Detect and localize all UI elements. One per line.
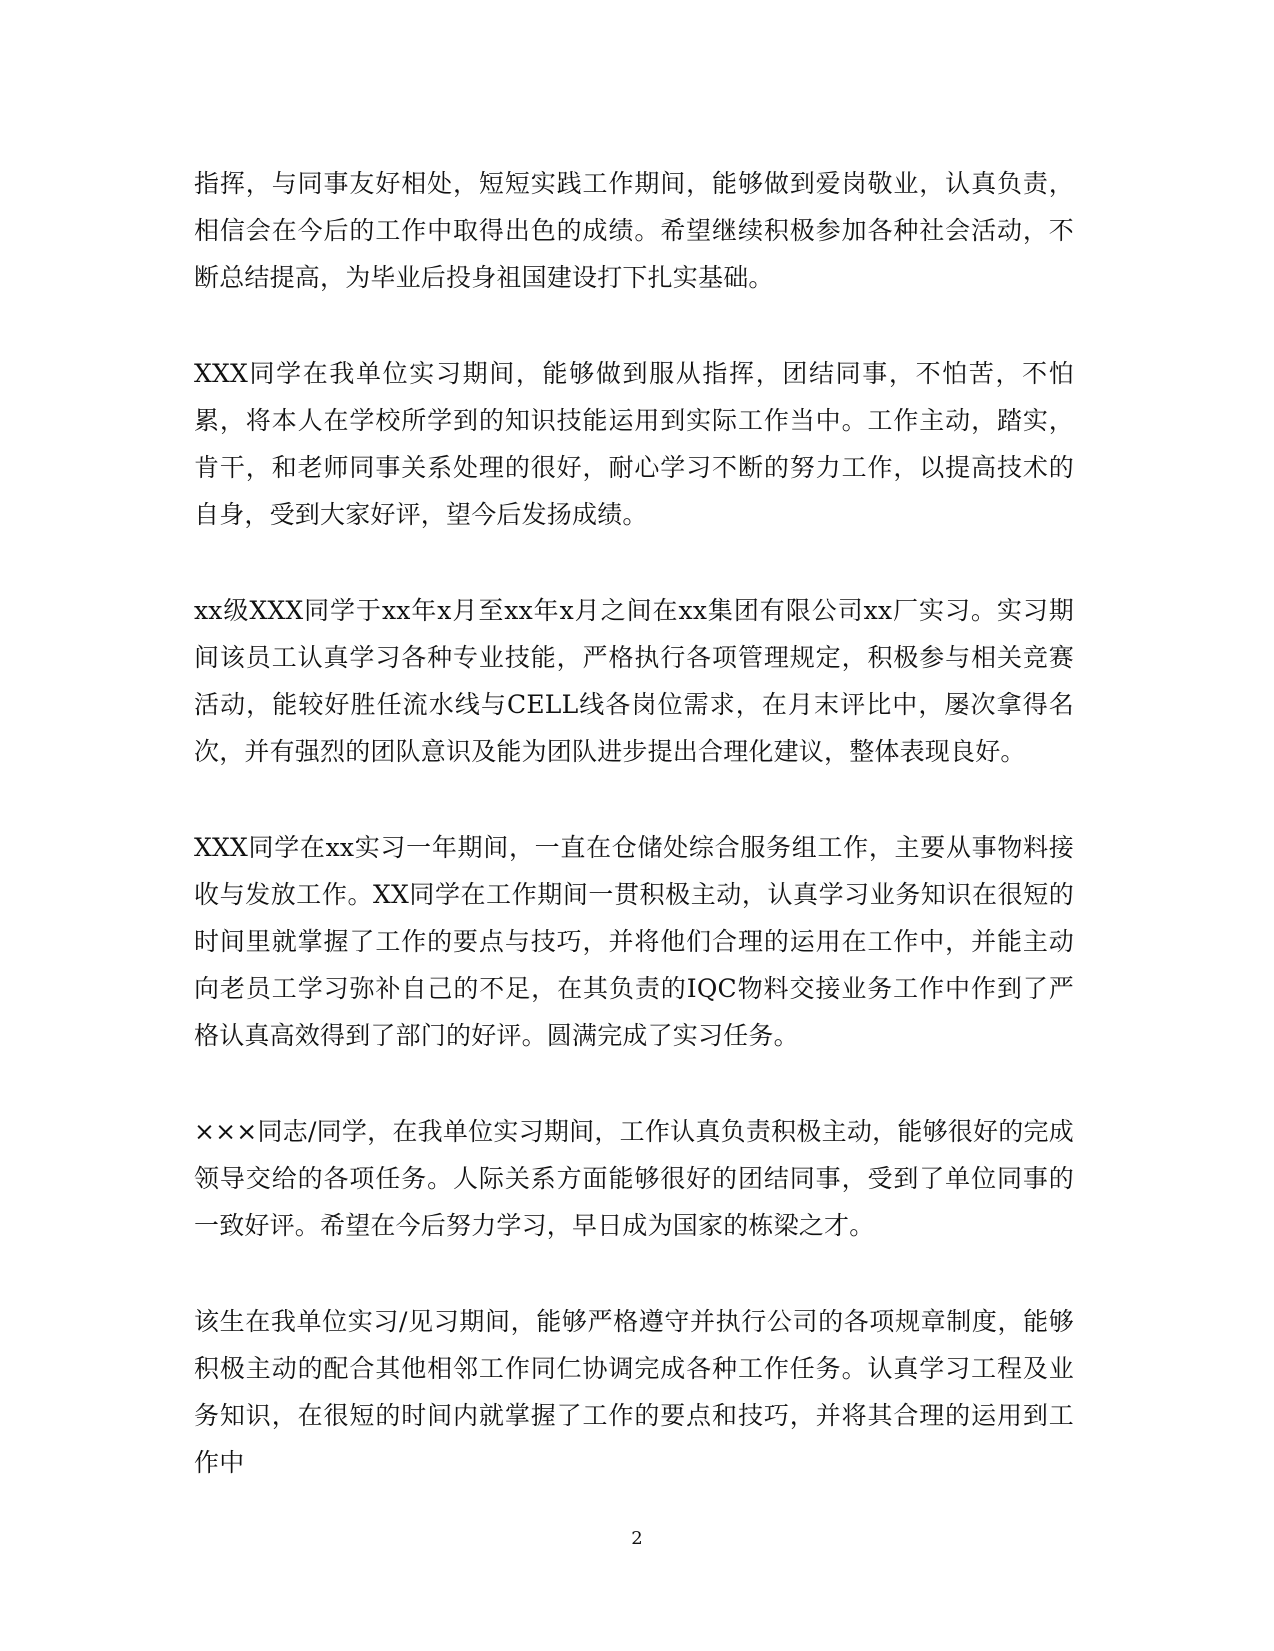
paragraph-4: XXX同学在xx实习一年期间，一直在仓储处综合服务组工作，主要从事物料接收与发放工作。XX同学在工作期间一贯积极主动，认真学习业务知识在很短的时间里就掌握了工作的要点与技巧，并将他们合理的运用在工作中，并能主动向老员工学习弥补自己的不足，在其负责的IQC物料交接业务工作中作到了严格认真高效得到了部门的好评。圆满完成了实习任务。 — [194, 833, 1074, 1050]
paragraph-1: 指挥，与同事友好相处，短短实践工作期间，能够做到爱岗敬业，认真负责，相信会在今后的工作中取得出色的成绩。希望继续积极参加各种社会活动，不断总结提高，为毕业后投身祖国建设打下扎实基础。 — [194, 169, 1074, 292]
paragraph-5: ×××同志/同学，在我单位实习期间，工作认真负责积极主动，能够很好的完成领导交给的各项任务。人际关系方面能够很好的团结同事，受到了单位同事的一致好评。希望在今后努力学习，早日成为国家的栋梁之才。 — [194, 1117, 1074, 1240]
paragraph-6: 该生在我单位实习/见习期间，能够严格遵守并执行公司的各项规章制度，能够积极主动的配合其他相邻工作同仁协调完成各种工作任务。认真学习工程及业务知识，在很短的时间内就掌握了工作的要点和技巧，并将其合理的运用到工作中 — [194, 1307, 1074, 1477]
page-number: 2 — [631, 1528, 643, 1549]
document-body — [194, 160, 1074, 1535]
paragraph-3: xx级XXX同学于xx年x月至xx年x月之间在xx集团有限公司xx厂实习。实习期间该员工认真学习各种专业技能，严格执行各项管理规定，积极参与相关竞赛活动，能较好胜任流水线与CELL线各岗位需求，在月末评比中，屡次拿得名次，并有强烈的团队意识及能为团队进步提出合理化建议，整体表现良好。 — [194, 596, 1074, 766]
paragraph-2: XXX同学在我单位实习期间，能够做到服从指挥，团结同事，不怕苦，不怕累，将本人在学校所学到的知识技能运用到实际工作当中。工作主动，踏实，肯干，和老师同事关系处理的很好，耐心学习不断的努力工作，以提高技术的自身，受到大家好评，望今后发扬成绩。 — [194, 359, 1074, 529]
